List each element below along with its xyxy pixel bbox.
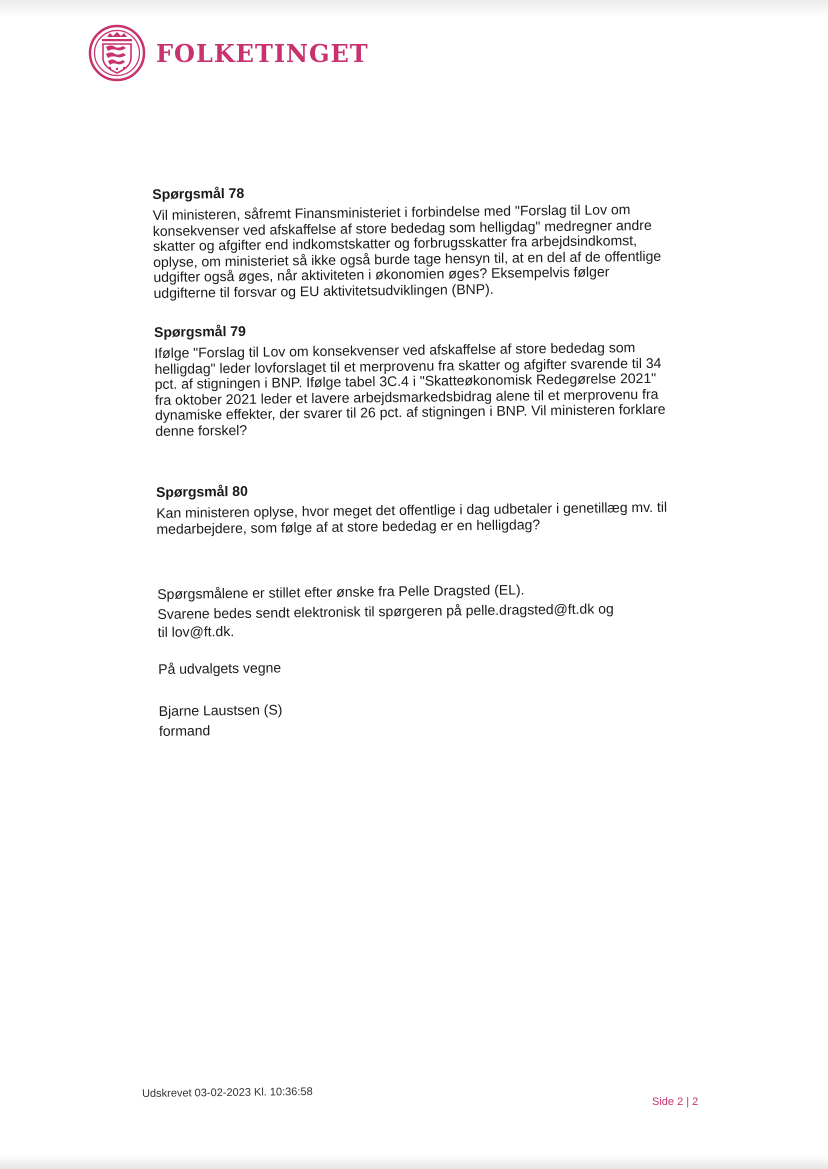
asker-note: Spørgsmålene er stillet efter ønske fra Pelle Dragsted (EL). <box>157 581 525 602</box>
scan-top-edge <box>0 0 828 18</box>
question-text: Ifølge "Forslag til Lov om konsekvenser ved afskaffelse af store bededag som helligdag" leder lovforslaget til et merprovenu fra skatter og afgifter svarende til 34 pct. af stigningen i BNP. Ifølge tabel 3C.4 i "Skatteøkonomisk Redegørelse 2021" fra oktober 2021 leder et lavere arbejdsmarkedsbidrag alene til et merprovenu fra dynamiske effekter, der svarer til 26 pct. af stigningen i BNP. Vil ministeren forklare denne forskel? <box>154 339 666 439</box>
question-80 <box>156 478 677 537</box>
logo-wordmark: FOLKETINGET <box>156 38 369 68</box>
question-text: Vil ministeren, såfremt Finansministeriet i forbindelse med "Forslag til Lov om konsekvenser ved afskaffelse af store bededag som helligdag" medregner andre skatter og afgifter end indkomstskatter og forbrugsskatter fra arbejdsindkomst, oplyse, om ministeriet så ikke også burde tage hensyn til, at en del af de offentlige udgifter også øges, når aktiviteten i økonomien øges? Eksempelvis følger udgifterne til forsvar og EU aktivitetsudviklingen (BNP). <box>152 201 662 301</box>
letterhead <box>88 24 369 82</box>
question-79 <box>154 318 675 439</box>
question-heading: Spørgsmål 80 <box>155 482 248 500</box>
question-heading: Spørgsmål 78 <box>152 184 245 202</box>
question-78 <box>152 180 673 301</box>
question-heading: Spørgsmål 79 <box>153 322 246 340</box>
reply-instructions: Svarene bedes sendt elektronisk til spørgeren på pelle.dragsted@ft.dk og til lov@ft.dk. <box>157 600 614 640</box>
print-timestamp: Udskrevet 03-02-2023 Kl. 10:36:58 <box>142 1085 313 1100</box>
page-number: Side 2 | 2 <box>652 1096 699 1108</box>
scan-bottom-edge <box>0 1155 828 1169</box>
coat-of-arms-icon <box>88 24 146 82</box>
signer-name: Bjarne Laustsen (S) <box>158 701 283 719</box>
question-text: Kan ministeren oplyse, hvor meget det offentlige i dag udbetaler i genetillæg mv. til medarbejdere, som følge af at store bededag er en helligdag? <box>156 498 668 537</box>
signer-role: formand <box>158 722 211 739</box>
on-behalf-line: På udvalgets vegne <box>158 659 282 677</box>
